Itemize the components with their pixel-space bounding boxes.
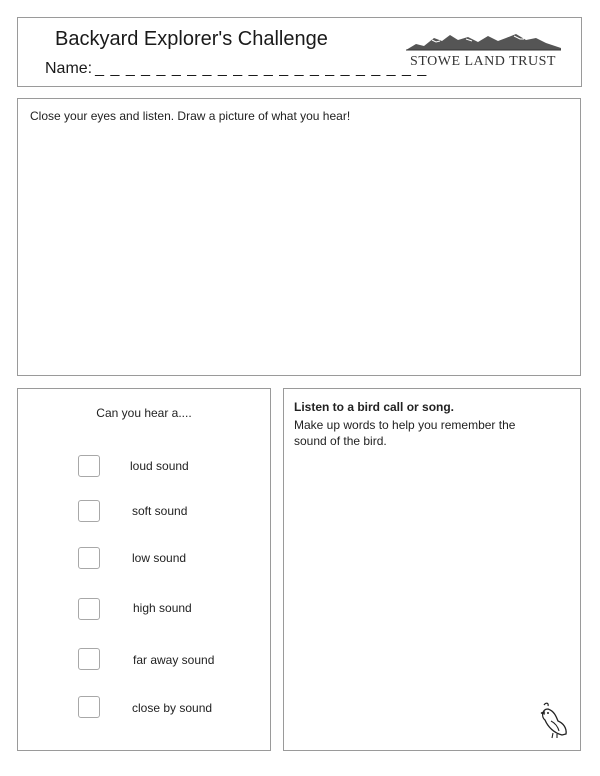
name-line[interactable]: _ _ _ _ _ _ _ _ _ _ _ _ _ _ _ _ _ _ _ _ _ _ <box>95 60 428 77</box>
stowe-land-trust-logo <box>398 32 568 78</box>
checklist-item-far-away <box>78 648 268 674</box>
checkbox-far-away-sound[interactable] <box>78 648 100 670</box>
checkbox-soft-sound[interactable] <box>78 500 100 522</box>
hearing-checklist-panel <box>17 388 271 751</box>
checklist-item-close-by <box>78 696 268 722</box>
bird-panel-title: Listen to a bird call or song. <box>294 400 455 414</box>
checkbox-high-sound[interactable] <box>78 598 100 620</box>
checkbox-low-sound[interactable] <box>78 547 100 569</box>
checkbox-close-by-sound[interactable] <box>78 696 100 718</box>
checklist-title: Can you hear a.... <box>96 406 192 420</box>
bird-icon <box>536 701 572 739</box>
bird-song-panel[interactable] <box>283 388 581 751</box>
name-row <box>45 60 427 78</box>
name-label: Name: <box>45 60 93 77</box>
checklist-item-loud <box>78 455 268 481</box>
page-title: Backyard Explorer's Challenge <box>55 28 328 50</box>
mountain-range-icon <box>406 32 561 52</box>
drawing-prompt: Close your eyes and listen. Draw a picture of what you hear! <box>30 109 351 123</box>
checklist-label: far away sound <box>133 653 215 667</box>
bird-panel-instructions: Make up words to help you remember the sound of the bird. <box>294 418 516 448</box>
checklist-label: soft sound <box>132 504 188 518</box>
checklist-label: high sound <box>133 601 192 615</box>
logo-text: STOWE LAND TRUST <box>410 54 556 69</box>
checklist-label: low sound <box>132 551 187 565</box>
checklist-label: loud sound <box>130 459 189 473</box>
header-panel <box>17 17 582 87</box>
checklist-label: close by sound <box>132 701 213 715</box>
checklist-item-low <box>78 547 268 573</box>
checklist-item-soft <box>78 500 268 526</box>
checkbox-loud-sound[interactable] <box>78 455 100 477</box>
drawing-area[interactable] <box>17 98 581 376</box>
checklist-item-high <box>78 598 268 624</box>
